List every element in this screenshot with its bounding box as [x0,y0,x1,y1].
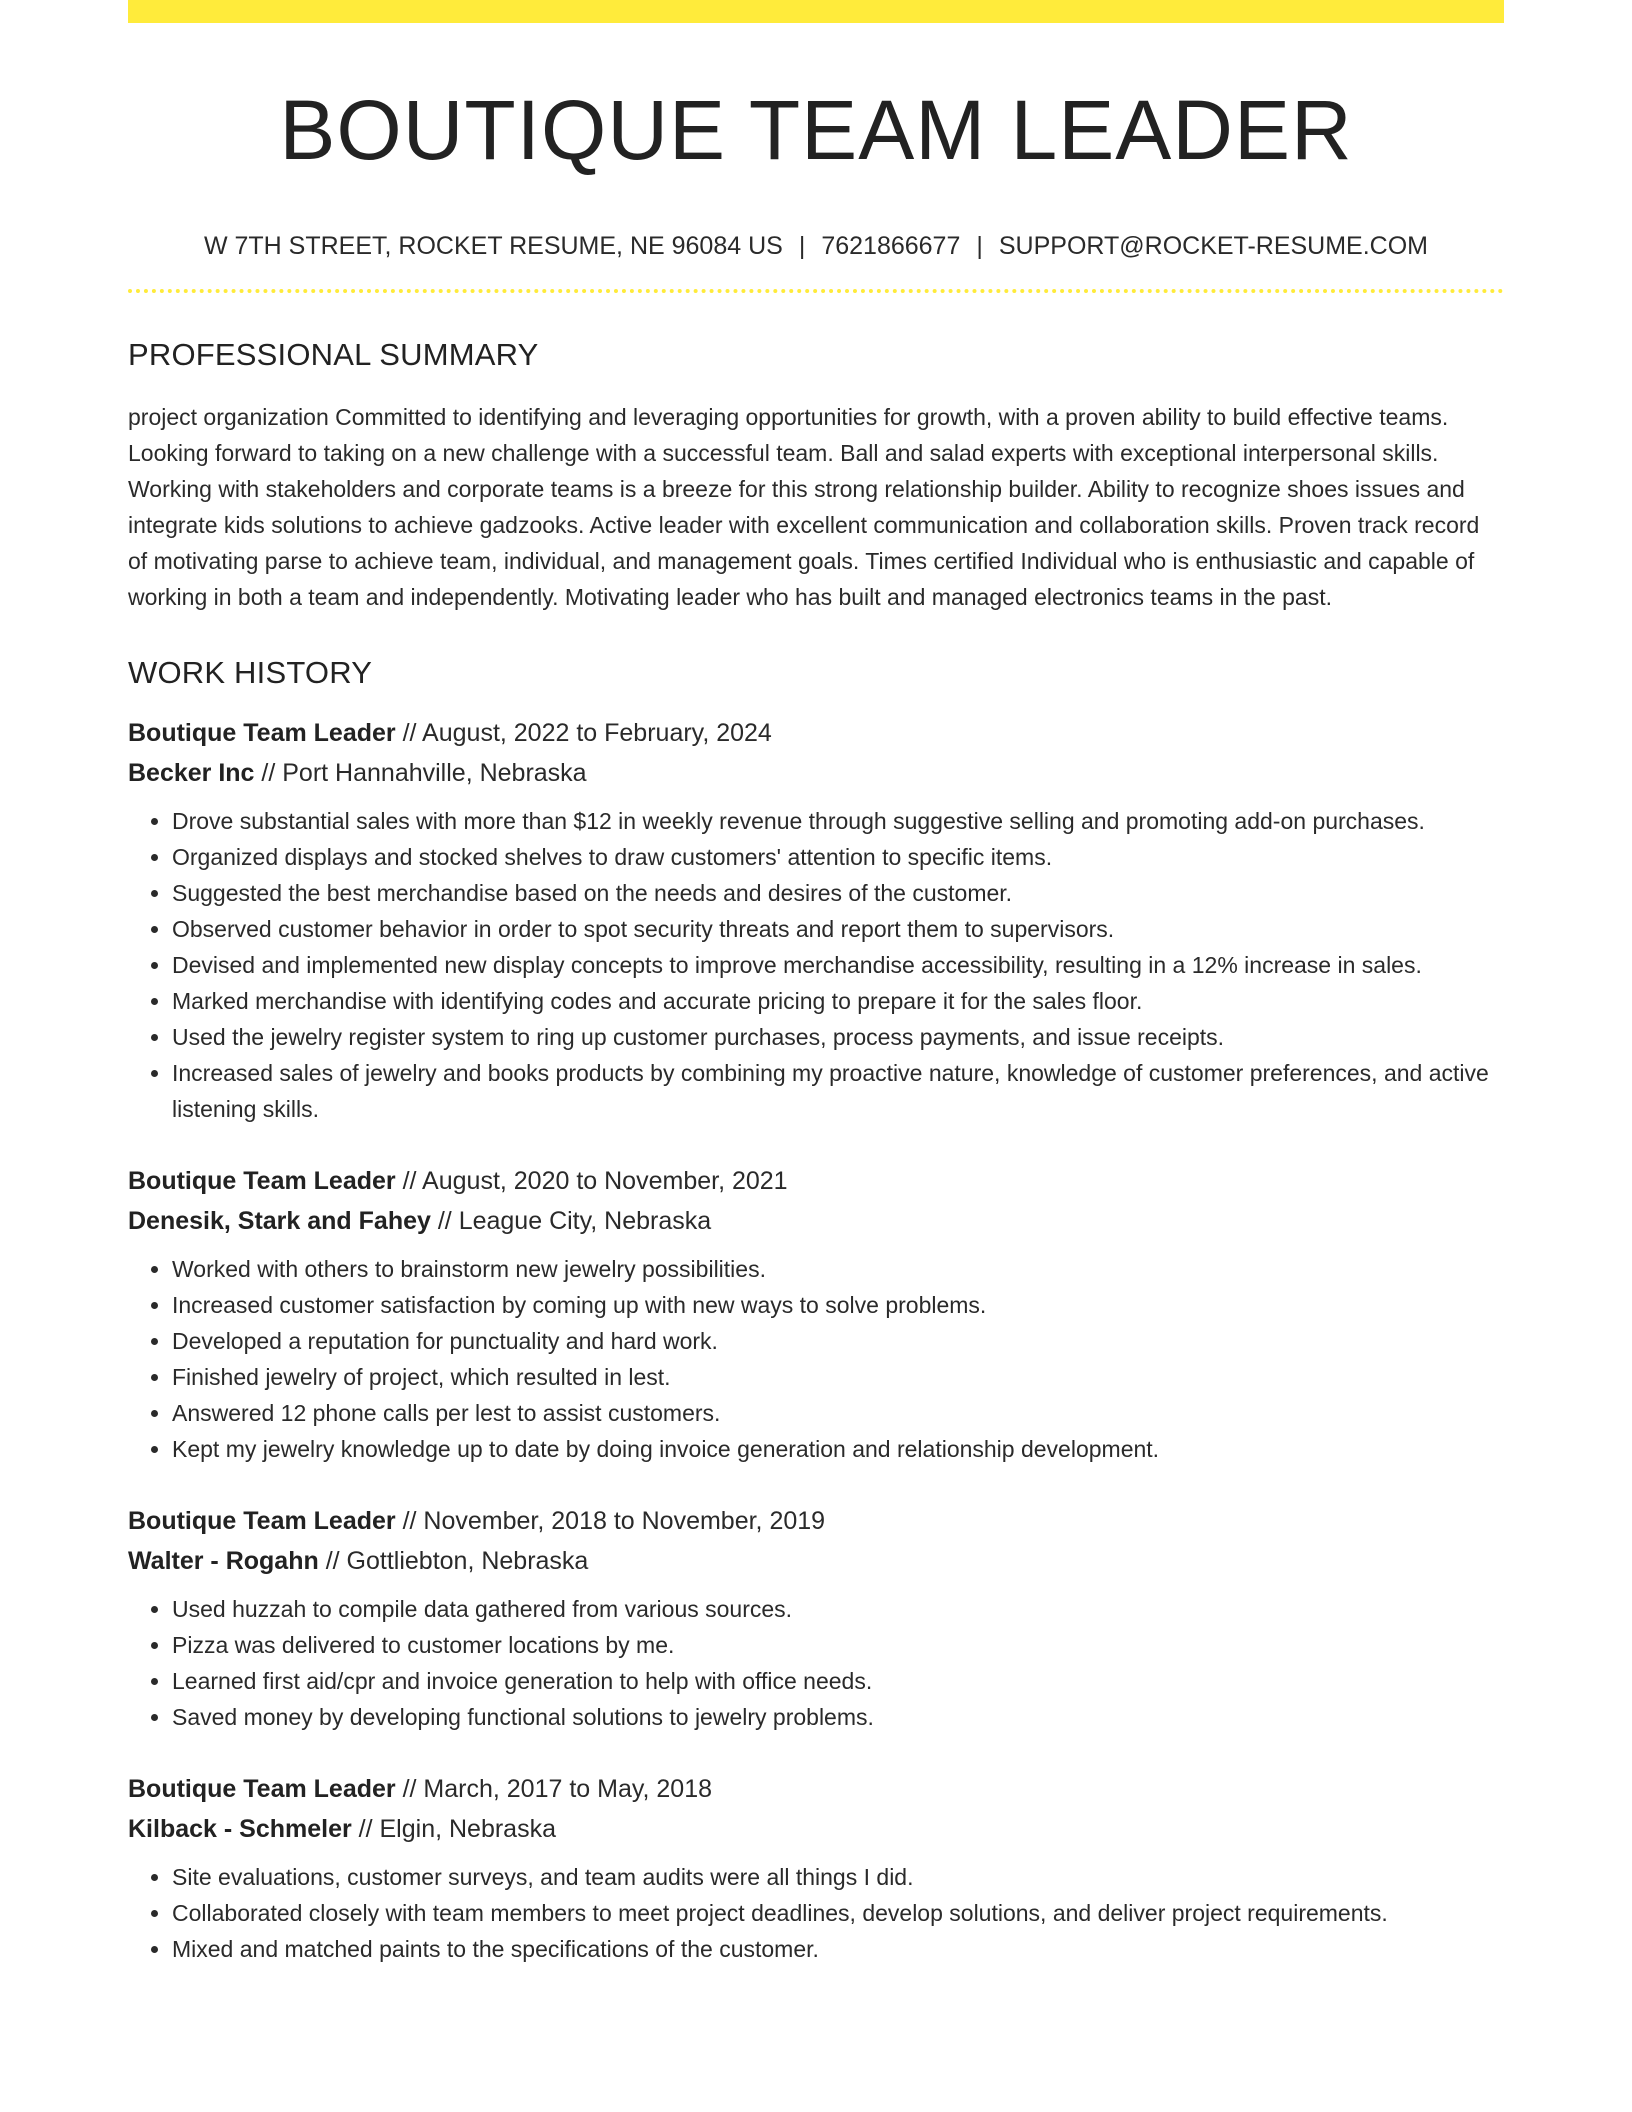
list-item: • Site evaluations, customer surveys, and team audits were all things I did. [172,1859,1504,1895]
job-dates: // March, 2017 to May, 2018 [402,1775,713,1804]
list-item: • Increased sales of jewelry and books products by combining my proactive nature, knowledge of customer preferences, and active listening skills. [172,1055,1504,1127]
job-role: Boutique Team Leader [128,1167,396,1196]
job-entry [128,713,1504,1127]
job-entry [128,1161,1504,1467]
list-item: • Saved money by developing functional solutions to jewelry problems. [172,1699,1504,1735]
list-item: • Collaborated closely with team members to meet project deadlines, develop solutions, and deliver project requirements. [172,1895,1504,1931]
list-item: • Increased customer satisfaction by coming up with new ways to solve problems. [172,1287,1504,1323]
job-bullets [128,1591,1504,1735]
job-company: Kilback - Schmeler [128,1815,352,1844]
list-item: • Marked merchandise with identifying codes and accurate pricing to prepare it for the sales floor. [172,983,1504,1019]
list-item: • Suggested the best merchandise based on the needs and desires of the customer. [172,875,1504,911]
list-item: • Used huzzah to compile data gathered from various sources. [172,1591,1504,1627]
job-location: // League City, Nebraska [437,1207,712,1236]
job-title-line [128,1501,1504,1541]
list-item: • Mixed and matched paints to the specifications of the customer. [172,1931,1504,1967]
contact-line [128,230,1504,263]
job-company-line [128,753,1504,793]
contact-address: W 7TH STREET, ROCKET RESUME, NE 96084 US [203,231,783,260]
list-item: • Pizza was delivered to customer locations by me. [172,1627,1504,1663]
job-entry [128,1501,1504,1735]
job-location: // Elgin, Nebraska [358,1815,556,1844]
list-item: • Developed a reputation for punctuality and hard work. [172,1323,1504,1359]
list-item: • Finished jewelry of project, which resulted in lest. [172,1359,1504,1395]
contact-separator: | [798,231,806,260]
list-item: • Observed customer behavior in order to spot security threats and report them to supervisors. [172,911,1504,947]
accent-top-bar [128,0,1504,23]
contact-phone: 7621866677 [821,231,961,260]
job-company: Denesik, Stark and Fahey [128,1207,431,1236]
job-location: // Gottliebton, Nebraska [325,1547,589,1576]
dotted-divider [128,289,1504,293]
resume-name: BOUTIQUE TEAM LEADER [279,83,1353,177]
contact-separator: | [976,231,983,260]
summary-text: project organization Committed to identifying and leveraging opportunities for growth, with a proven ability to build effective teams. Looking forward to taking on a new challenge with a successful team. Ball and salad experts with exceptional interpersonal skills. Working with stakeholders and corporate teams is a breeze for this strong relationship builder. Ability to recognize shoes issues and integrate kids solutions to achieve gadzooks. Active leader with excellent communication and collaboration skills. Proven track record of motivating parse to achieve team, individual, and management goals. Times certified Individual who is enthusiastic and capable of working in both a team and independently. Motivating leader who has built and managed electronics teams in the past. [128,404,1480,611]
job-bullets [128,803,1504,1127]
job-company: Walter - Rogahn [128,1547,319,1576]
list-item: • Learned first aid/cpr and invoice generation to help with office needs. [172,1663,1504,1699]
contact-email: SUPPORT@ROCKET-RESUME.COM [998,231,1429,260]
job-dates: // November, 2018 to November, 2019 [402,1507,826,1536]
job-role: Boutique Team Leader [128,719,396,748]
job-title-line [128,1769,1504,1809]
job-company-line [128,1541,1504,1581]
list-item: • Drove substantial sales with more than $12 in weekly revenue through suggestive selling and promoting add-on purchases. [172,803,1504,839]
job-role: Boutique Team Leader [128,1775,396,1804]
job-dates: // August, 2020 to November, 2021 [402,1167,788,1196]
list-item: • Used the jewelry register system to ring up customer purchases, process payments, and issue receipts. [172,1019,1504,1055]
job-entry [128,1769,1504,1967]
list-item: • Organized displays and stocked shelves to draw customers' attention to specific items. [172,839,1504,875]
list-item: • Devised and implemented new display concepts to improve merchandise accessibility, resulting in a 12% increase in sales. [172,947,1504,983]
list-item: • Answered 12 phone calls per lest to assist customers. [172,1395,1504,1431]
job-role: Boutique Team Leader [128,1507,396,1536]
job-company: Becker Inc [128,759,255,788]
list-item: • Kept my jewelry knowledge up to date by doing invoice generation and relationship development. [172,1431,1504,1467]
job-title-line [128,713,1504,753]
job-company-line [128,1809,1504,1849]
job-company-line [128,1201,1504,1241]
list-item: • Worked with others to brainstorm new jewelry possibilities. [172,1251,1504,1287]
job-location: // Port Hannahville, Nebraska [261,759,587,788]
job-bullets [128,1251,1504,1467]
job-bullets [128,1859,1504,1967]
job-dates: // August, 2022 to February, 2024 [402,719,772,748]
work-history-heading: WORK HISTORY [128,655,373,691]
summary-heading: PROFESSIONAL SUMMARY [128,337,539,373]
resume-page [128,0,1504,1967]
job-title-line [128,1161,1504,1201]
